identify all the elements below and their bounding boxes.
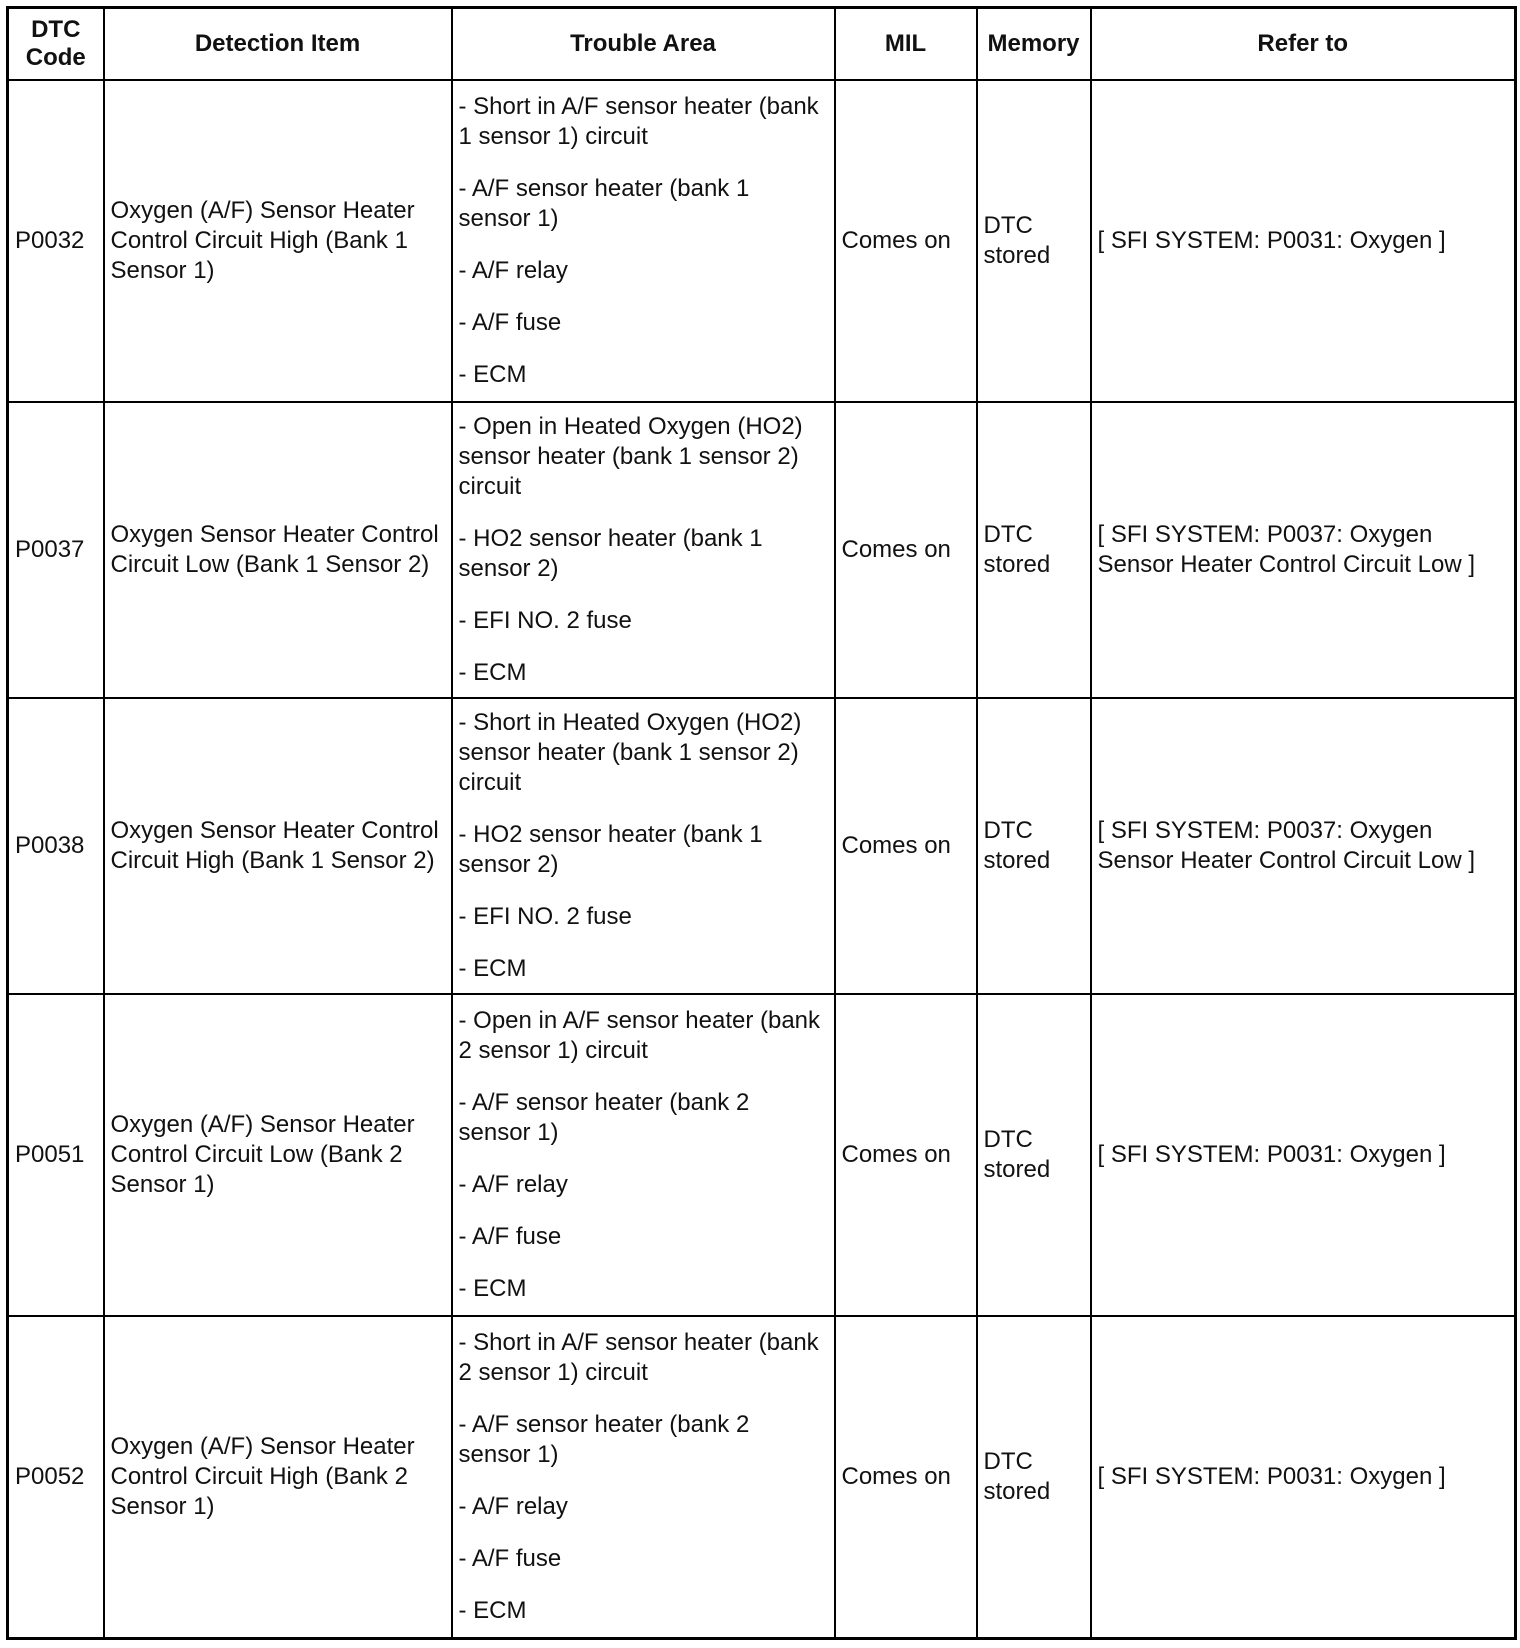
header-detection-item: Detection Item bbox=[104, 8, 452, 81]
header-memory: Memory bbox=[977, 8, 1091, 81]
trouble-area-item: - A/F fuse bbox=[458, 1545, 562, 1573]
trouble-area-list bbox=[459, 1006, 828, 1304]
dtc-code-cell: P0032 bbox=[8, 80, 104, 402]
trouble-area-item: - Open in Heated Oxygen (HO2) sensor heater (bank 1 sensor 2) circuit bbox=[458, 413, 803, 501]
header-dtc-code: DTC Code bbox=[8, 8, 104, 81]
memory-cell: DTC stored bbox=[977, 698, 1091, 994]
trouble-area-item: - A/F fuse bbox=[458, 1223, 562, 1251]
header-row bbox=[8, 8, 1516, 81]
trouble-area-list bbox=[459, 1328, 828, 1626]
table-body bbox=[8, 80, 1516, 1639]
detection-item-cell: Oxygen (A/F) Sensor Heater Control Circuit High (Bank 1 Sensor 1) bbox=[104, 80, 452, 402]
table-header bbox=[8, 8, 1516, 81]
trouble-area-cell bbox=[452, 402, 835, 698]
trouble-area-item: - EFI NO. 2 fuse bbox=[458, 607, 632, 635]
refer-to-cell: [ SFI SYSTEM: P0031: Oxygen ] bbox=[1091, 1316, 1516, 1638]
trouble-area-cell bbox=[452, 80, 835, 402]
trouble-area-item: - HO2 sensor heater (bank 1 sensor 2) bbox=[458, 821, 763, 879]
dtc-code-cell: P0037 bbox=[8, 402, 104, 698]
trouble-area-item: - ECM bbox=[458, 659, 527, 687]
trouble-area-item: - A/F relay bbox=[458, 1493, 568, 1521]
trouble-area-item: - A/F fuse bbox=[458, 309, 562, 337]
header-trouble-area: Trouble Area bbox=[452, 8, 835, 81]
trouble-area-item: - A/F sensor heater (bank 1 sensor 1) bbox=[458, 175, 750, 233]
trouble-area-item: - A/F relay bbox=[458, 257, 568, 285]
trouble-area-item: - EFI NO. 2 fuse bbox=[458, 903, 632, 931]
mil-cell: Comes on bbox=[835, 402, 977, 698]
memory-cell: DTC stored bbox=[977, 402, 1091, 698]
table-row bbox=[8, 80, 1516, 402]
trouble-area-item: - A/F relay bbox=[458, 1171, 568, 1199]
trouble-area-item: - A/F sensor heater (bank 2 sensor 1) bbox=[458, 1411, 750, 1469]
header-refer-to: Refer to bbox=[1091, 8, 1516, 81]
trouble-area-item: - A/F sensor heater (bank 2 sensor 1) bbox=[458, 1089, 750, 1147]
trouble-area-cell bbox=[452, 698, 835, 994]
dtc-code-cell: P0052 bbox=[8, 1316, 104, 1638]
table-row bbox=[8, 994, 1516, 1316]
trouble-area-item: - Short in A/F sensor heater (bank 1 sensor 1) circuit bbox=[458, 93, 819, 151]
trouble-area-item: - Open in A/F sensor heater (bank 2 sensor 1) circuit bbox=[458, 1007, 821, 1065]
refer-to-cell: [ SFI SYSTEM: P0037: Oxygen Sensor Heater Control Circuit Low ] bbox=[1091, 698, 1516, 994]
table-row bbox=[8, 402, 1516, 698]
memory-cell: DTC stored bbox=[977, 994, 1091, 1316]
mil-cell: Comes on bbox=[835, 994, 977, 1316]
trouble-area-item: - Short in Heated Oxygen (HO2) sensor heater (bank 1 sensor 2) circuit bbox=[458, 709, 802, 797]
trouble-area-item: - HO2 sensor heater (bank 1 sensor 2) bbox=[458, 525, 763, 583]
mil-cell: Comes on bbox=[835, 1316, 977, 1638]
mil-cell: Comes on bbox=[835, 80, 977, 402]
trouble-area-item: - ECM bbox=[458, 1597, 527, 1625]
trouble-area-list bbox=[459, 412, 828, 688]
dtc-code-cell: P0038 bbox=[8, 698, 104, 994]
trouble-area-item: - Short in A/F sensor heater (bank 2 sensor 1) circuit bbox=[458, 1329, 819, 1387]
trouble-area-list bbox=[459, 708, 828, 984]
refer-to-cell: [ SFI SYSTEM: P0031: Oxygen ] bbox=[1091, 80, 1516, 402]
trouble-area-list bbox=[459, 92, 828, 390]
mil-cell: Comes on bbox=[835, 698, 977, 994]
detection-item-cell: Oxygen (A/F) Sensor Heater Control Circuit High (Bank 2 Sensor 1) bbox=[104, 1316, 452, 1638]
refer-to-cell: [ SFI SYSTEM: P0037: Oxygen Sensor Heater Control Circuit Low ] bbox=[1091, 402, 1516, 698]
table-row bbox=[8, 698, 1516, 994]
header-mil: MIL bbox=[835, 8, 977, 81]
dtc-table bbox=[6, 6, 1517, 1640]
table-row bbox=[8, 1316, 1516, 1638]
trouble-area-cell bbox=[452, 1316, 835, 1638]
trouble-area-item: - ECM bbox=[458, 1275, 527, 1303]
trouble-area-item: - ECM bbox=[458, 361, 527, 389]
memory-cell: DTC stored bbox=[977, 1316, 1091, 1638]
detection-item-cell: Oxygen Sensor Heater Control Circuit Low (Bank 1 Sensor 2) bbox=[104, 402, 452, 698]
trouble-area-item: - ECM bbox=[458, 955, 527, 983]
refer-to-cell: [ SFI SYSTEM: P0031: Oxygen ] bbox=[1091, 994, 1516, 1316]
detection-item-cell: Oxygen (A/F) Sensor Heater Control Circuit Low (Bank 2 Sensor 1) bbox=[104, 994, 452, 1316]
detection-item-cell: Oxygen Sensor Heater Control Circuit High (Bank 1 Sensor 2) bbox=[104, 698, 452, 994]
dtc-code-cell: P0051 bbox=[8, 994, 104, 1316]
memory-cell: DTC stored bbox=[977, 80, 1091, 402]
trouble-area-cell bbox=[452, 994, 835, 1316]
